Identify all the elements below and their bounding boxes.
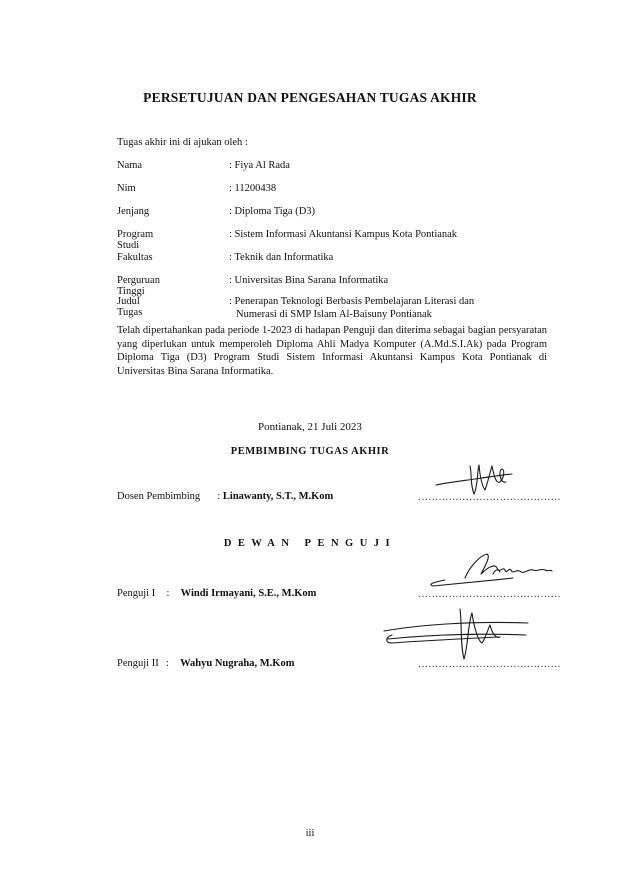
penguji-1-separator: : [166,588,170,599]
field-label: Nim [117,183,136,194]
page-title: PERSETUJUAN DAN PENGESAHAN TUGAS AKHIR [143,90,477,105]
signature-stroke [387,635,498,643]
penguji-1-signature-line: …………………………………… [418,589,561,600]
penguji-1-name: Windi Irmayani, S.E., M.Kom [180,588,317,599]
signature-stroke [431,578,513,586]
signature-stroke [465,554,552,578]
signature-penguji-2 [378,603,538,663]
signature-stroke [388,634,526,639]
dewan-penguji-heading: DEWAN PENGUJI [223,538,397,549]
field-label: Fakultas [117,252,153,263]
penguji-2-separator: : [165,658,169,669]
pembimbing-name: Linawanty, S.T., M.Kom [222,491,334,502]
field-value: : Teknik dan Informatika [229,252,334,263]
field-label: Perguruan Tinggi [117,275,160,297]
field-value: : Universitas Bina Sarana Informatika [229,275,389,286]
field-value: : 11200438 [229,183,277,194]
signature-stroke [436,477,488,485]
penguji-2-signature-line: …………………………………… [418,659,561,670]
field-label: Judul Tugas [117,296,143,318]
place-date: Pontianak, 21 Juli 2023 [258,421,362,433]
field-label: Jenjang [117,206,150,217]
intro-text: Tugas akhir ini di ajukan oleh : [117,137,248,148]
signature-stroke [384,622,528,631]
penguji-2-name: Wahyu Nugraha, M.Kom [180,658,295,669]
field-label: Nama [117,160,143,171]
page-number: iii [305,828,315,839]
field-value: : Diploma Tiga (D3) [229,206,316,217]
field-label: Program Studi [117,229,154,251]
pembimbing-separator: : [217,491,221,502]
signature-stroke [493,570,500,574]
field-value: : Sistem Informasi Akuntansi Kampus Kota Pontianak [229,229,458,240]
penguji-1-row [117,588,316,599]
signature-stroke [470,465,506,494]
pembimbing-signature-line: …………………………………… [418,492,561,503]
pembimbing-label: Dosen Pembimbing [117,491,201,502]
field-value-continued: Numerasi di SMP Islam Al-Baisuny Pontianak [236,309,432,320]
field-value: : Fiya Al Rada [229,160,290,171]
penguji-2-row [117,658,294,669]
signature-stroke [482,474,512,478]
pembimbing-row [117,491,333,502]
field-value: : Penerapan Teknologi Berbasis Pembelajaran Literasi dan [229,296,475,307]
pembimbing-heading: PEMBIMBING TUGAS AKHIR [230,446,390,457]
approval-paragraph: Telah dipertahankan pada periode 1-2023 di hadapan Penguji dan diterima sebagai bagian persyaratan yang diperlukan untuk memperoleh Diploma Ahli Madya Komputer (A.Md.S.I.Ak) pada Program Diploma Tiga (D3) Program Studi Sistem Informasi Akuntansi Kampus Kota Pontianak di Universitas Bina Sarana Informatika. [117,325,547,377]
penguji-2-label: Penguji II [117,658,159,669]
penguji-1-label: Penguji I [117,588,156,599]
